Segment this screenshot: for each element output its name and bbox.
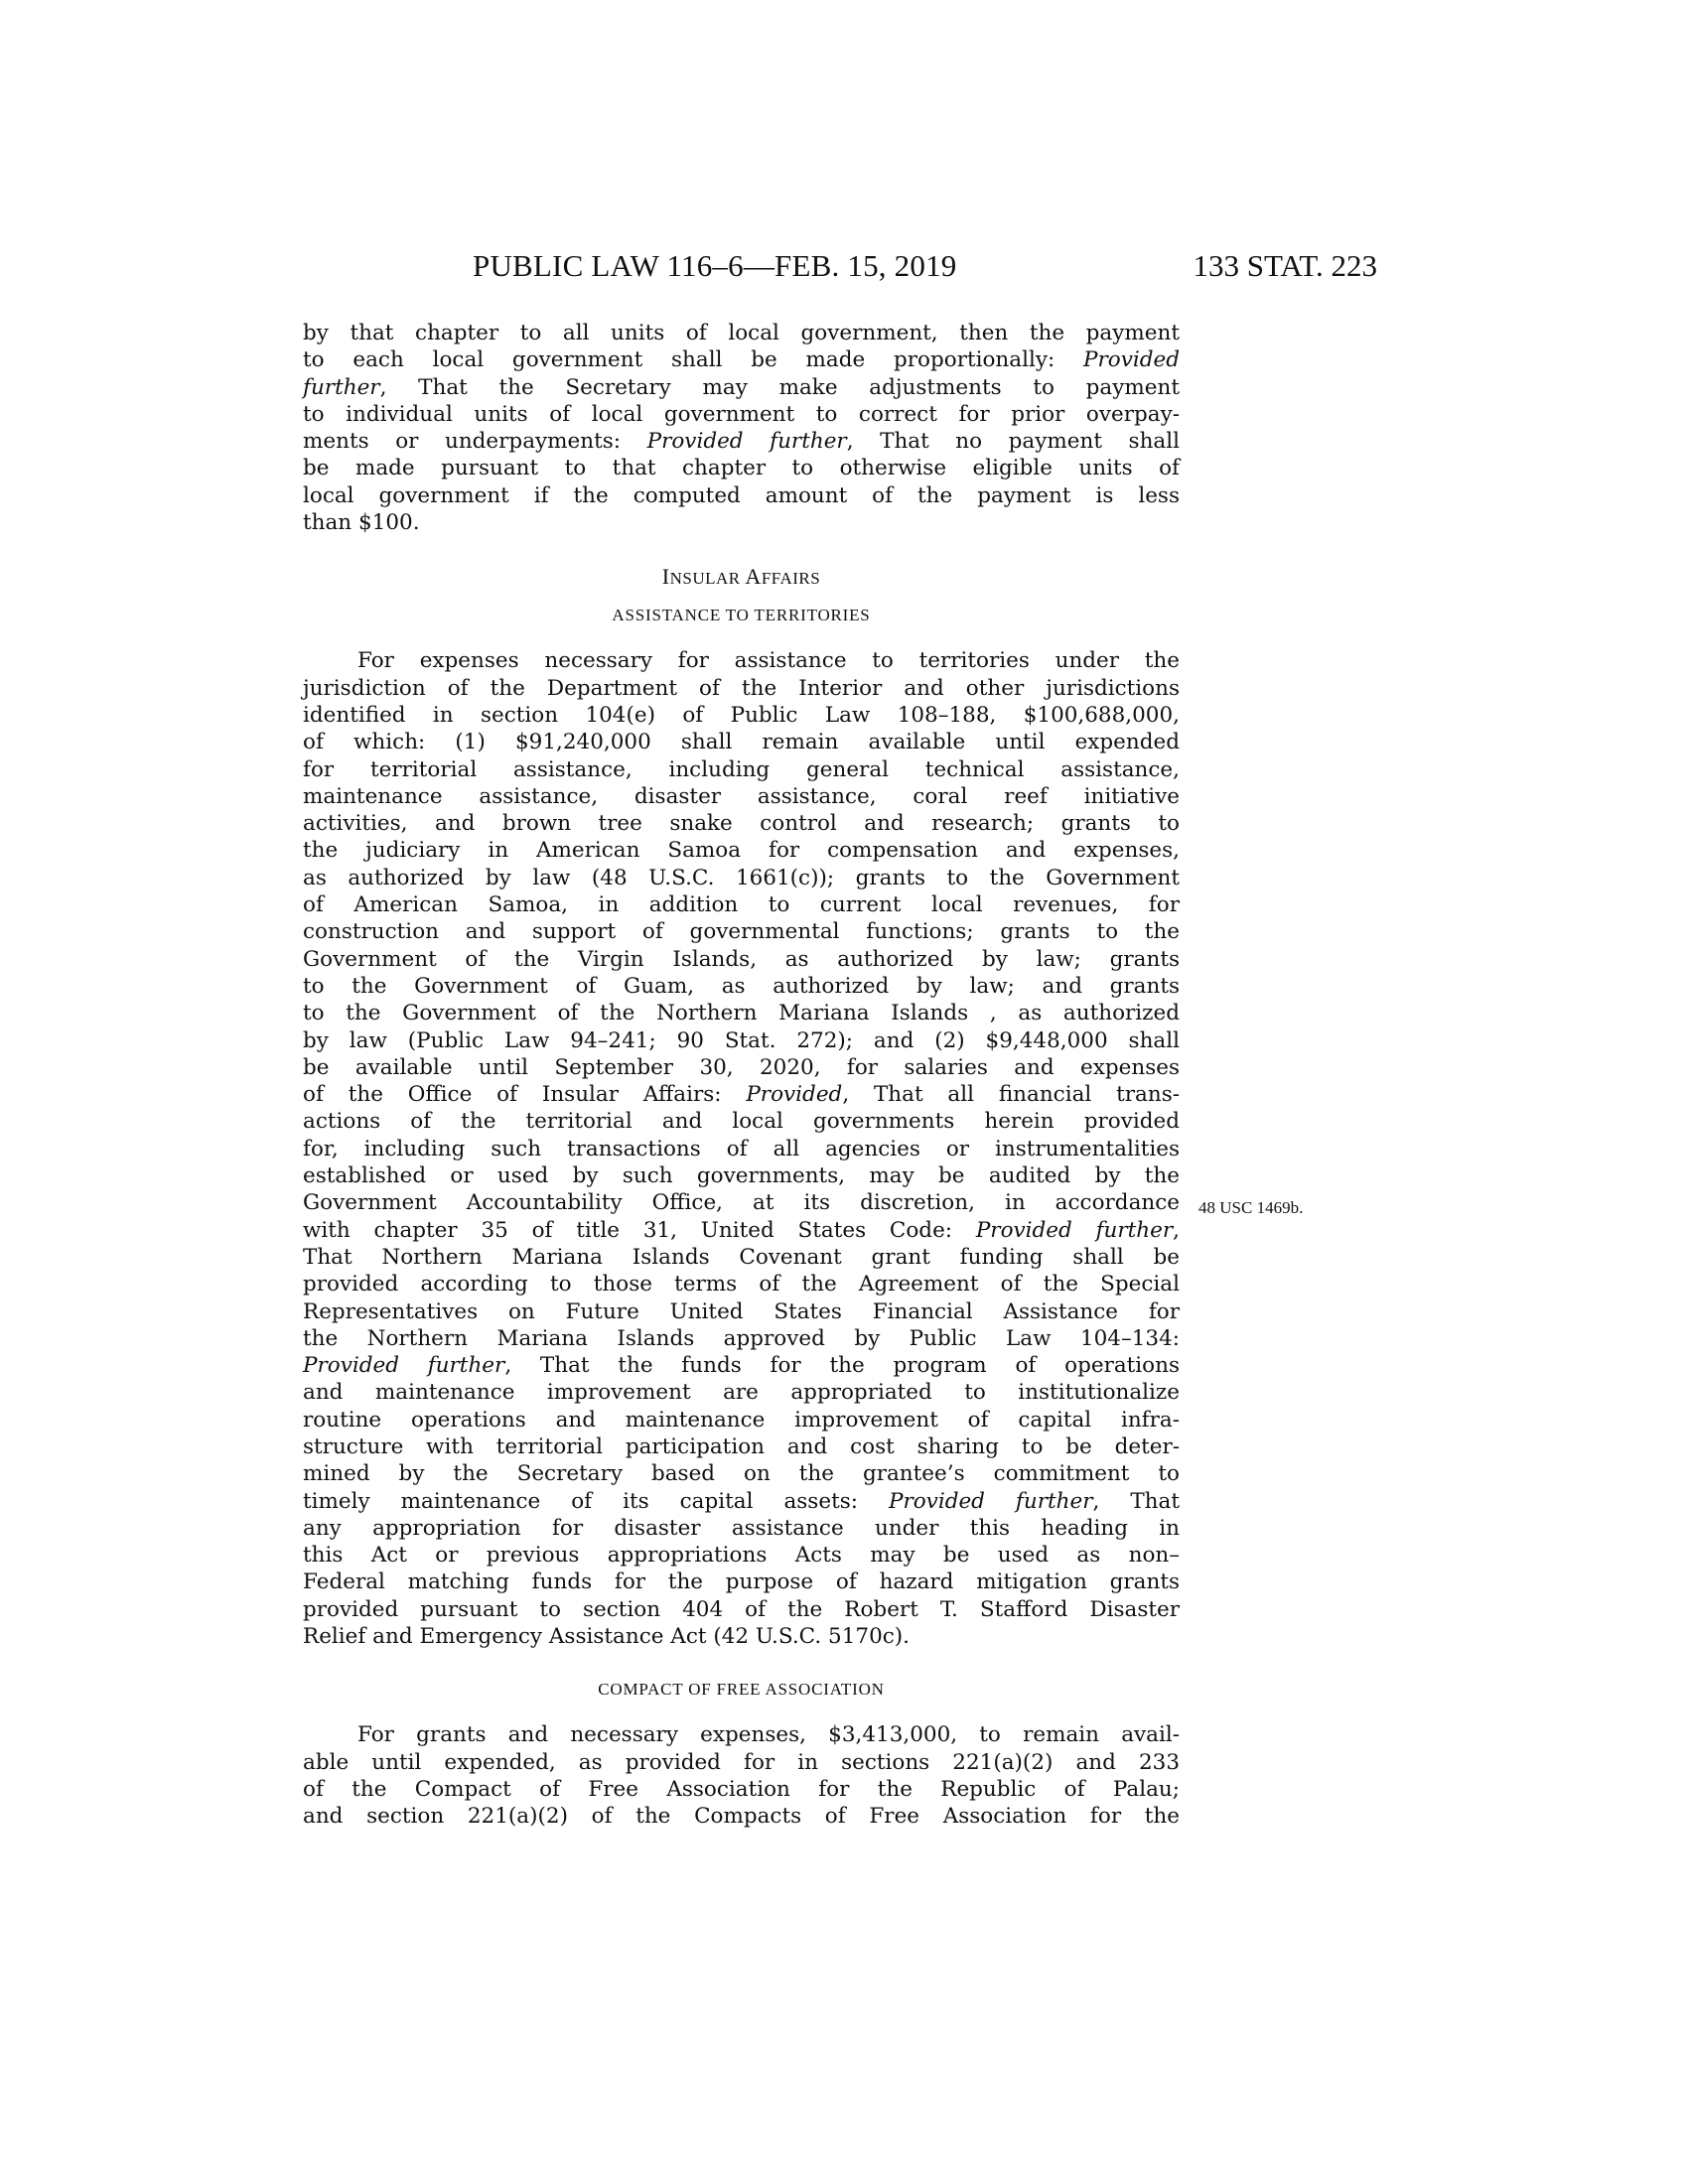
compact-line: and section 221(a)(2) of the Compacts of Free Association for the bbox=[303, 1804, 1180, 1830]
assistance-line: Federal matching funds for the purpose of hazard mitigation grants bbox=[303, 1570, 1180, 1595]
assistance-line: and maintenance improvement are appropriated to institutionalize bbox=[303, 1380, 1180, 1406]
assistance-line: timely maintenance of its capital assets: Provided further, That bbox=[303, 1488, 1180, 1514]
document-body bbox=[303, 320, 1180, 1831]
assistance-line: of the Office of Insular Affairs: Provided, That all financial trans- bbox=[303, 1082, 1180, 1108]
intro-line: to individual units of local government to correct for prior overpay- bbox=[303, 401, 1180, 427]
assistance-line: Relief and Emergency Assistance Act (42 U.S.C. 5170c). bbox=[303, 1624, 911, 1650]
assistance-line: be available until September 30, 2020, for salaries and expenses bbox=[303, 1054, 1180, 1080]
compact-line: able until expended, as provided for in sections 221(a)(2) and 233 bbox=[303, 1749, 1180, 1775]
assistance-line: the judiciary in American Samoa for compensation and expenses, bbox=[303, 838, 1180, 864]
intro-line: further, That the Secretary may make adjustments to payment bbox=[303, 374, 1180, 400]
assistance-line: For expenses necessary for assistance to territories under the bbox=[357, 648, 1180, 674]
assistance-line: construction and support of governmental functions; grants to the bbox=[303, 919, 1180, 945]
heading-insular-text: INSULAR AFFAIRS bbox=[661, 564, 821, 590]
assistance-line: to the Government of the Northern Mariana Islands , as authorized bbox=[303, 1001, 1180, 1026]
assistance-paragraph bbox=[303, 647, 1180, 1650]
compact-paragraph bbox=[303, 1721, 1180, 1830]
assistance-line: identified in section 104(e) of Public Law 108–188, $100,688,000, bbox=[303, 702, 1180, 728]
intro-paragraph bbox=[303, 320, 1180, 536]
assistance-line: maintenance assistance, disaster assistance, coral reef initiative bbox=[303, 783, 1180, 809]
assistance-line: Provided further, That the funds for the program of operations bbox=[303, 1353, 1180, 1379]
intro-line: to each local government shall be made proportionally: Provided bbox=[303, 347, 1180, 373]
assistance-line: jurisdiction of the Department of the Interior and other jurisdictions bbox=[303, 675, 1180, 701]
assistance-line: to the Government of Guam, as authorized by law; and grants bbox=[303, 973, 1180, 999]
intro-line: be made pursuant to that chapter to otherwise eligible units of bbox=[303, 456, 1180, 481]
assistance-line: Representatives on Future United States Financial Assistance for bbox=[303, 1298, 1180, 1324]
assistance-line: That Northern Mariana Islands Covenant grant funding shall be bbox=[303, 1244, 1180, 1270]
assistance-line: activities, and brown tree snake control and research; grants to bbox=[303, 811, 1180, 837]
compact-line: For grants and necessary expenses, $3,413,000, to remain avail- bbox=[357, 1722, 1180, 1748]
assistance-line: any appropriation for disaster assistance under this heading in bbox=[303, 1515, 1180, 1541]
intro-line: local government if the computed amount of the payment is less bbox=[303, 482, 1180, 508]
assistance-line: routine operations and maintenance improvement of capital infra- bbox=[303, 1407, 1180, 1433]
assistance-line: for, including such transactions of all agencies or instrumentalities bbox=[303, 1136, 1180, 1161]
page-header-stat-ref: 133 STAT. 223 bbox=[1193, 248, 1377, 283]
intro-line: ments or underpayments: Provided further, That no payment shall bbox=[303, 429, 1180, 455]
assistance-line: actions of the territorial and local governments herein provided bbox=[303, 1109, 1180, 1135]
assistance-line: provided pursuant to section 404 of the Robert T. Stafford Disaster bbox=[303, 1596, 1180, 1622]
assistance-line: with chapter 35 of title 31, United States Code: Provided further, bbox=[303, 1217, 1180, 1243]
assistance-line: of American Samoa, in addition to current local revenues, for bbox=[303, 892, 1180, 918]
section-heading-insular-affairs bbox=[303, 536, 1180, 606]
intro-line: by that chapter to all units of local government, then the payment bbox=[303, 321, 1180, 345]
margin-citation-note: 48 USC 1469b. bbox=[1198, 1198, 1304, 1217]
assistance-line: the Northern Mariana Islands approved by Public Law 104–134: bbox=[303, 1325, 1180, 1351]
assistance-line: as authorized by law (48 U.S.C. 1661(c)); grants to the Government bbox=[303, 865, 1180, 890]
assistance-line: this Act or previous appropriations Acts may be used as non– bbox=[303, 1543, 1180, 1569]
section-heading-assistance-to-territories: ASSISTANCE TO TERRITORIES bbox=[612, 606, 871, 625]
assistance-line: established or used by such governments, may be audited by the bbox=[303, 1163, 1180, 1189]
assistance-line: of which: (1) $91,240,000 shall remain available until expended bbox=[303, 730, 1180, 755]
assistance-line: for territorial assistance, including general technical assistance, bbox=[303, 756, 1180, 782]
assistance-line: by law (Public Law 94–241; 90 Stat. 272); and (2) $9,448,000 shall bbox=[303, 1027, 1180, 1053]
intro-line: than $100. bbox=[303, 510, 420, 536]
assistance-line: Government of the Virgin Islands, as authorized by law; grants bbox=[303, 946, 1180, 972]
assistance-line: Government Accountability Office, at its discretion, in accordance bbox=[303, 1190, 1180, 1216]
assistance-line: provided according to those terms of the Agreement of the Special bbox=[303, 1272, 1180, 1297]
assistance-line: structure with territorial participation and cost sharing to be deter- bbox=[303, 1433, 1180, 1459]
compact-line: of the Compact of Free Association for the Republic of Palau; bbox=[303, 1776, 1180, 1802]
section-heading-compact-of-free-association: COMPACT OF FREE ASSOCIATION bbox=[598, 1680, 885, 1700]
assistance-line: mined by the Secretary based on the grantee’s commitment to bbox=[303, 1461, 1180, 1487]
page-header-title: PUBLIC LAW 116–6—FEB. 15, 2019 bbox=[473, 248, 957, 283]
